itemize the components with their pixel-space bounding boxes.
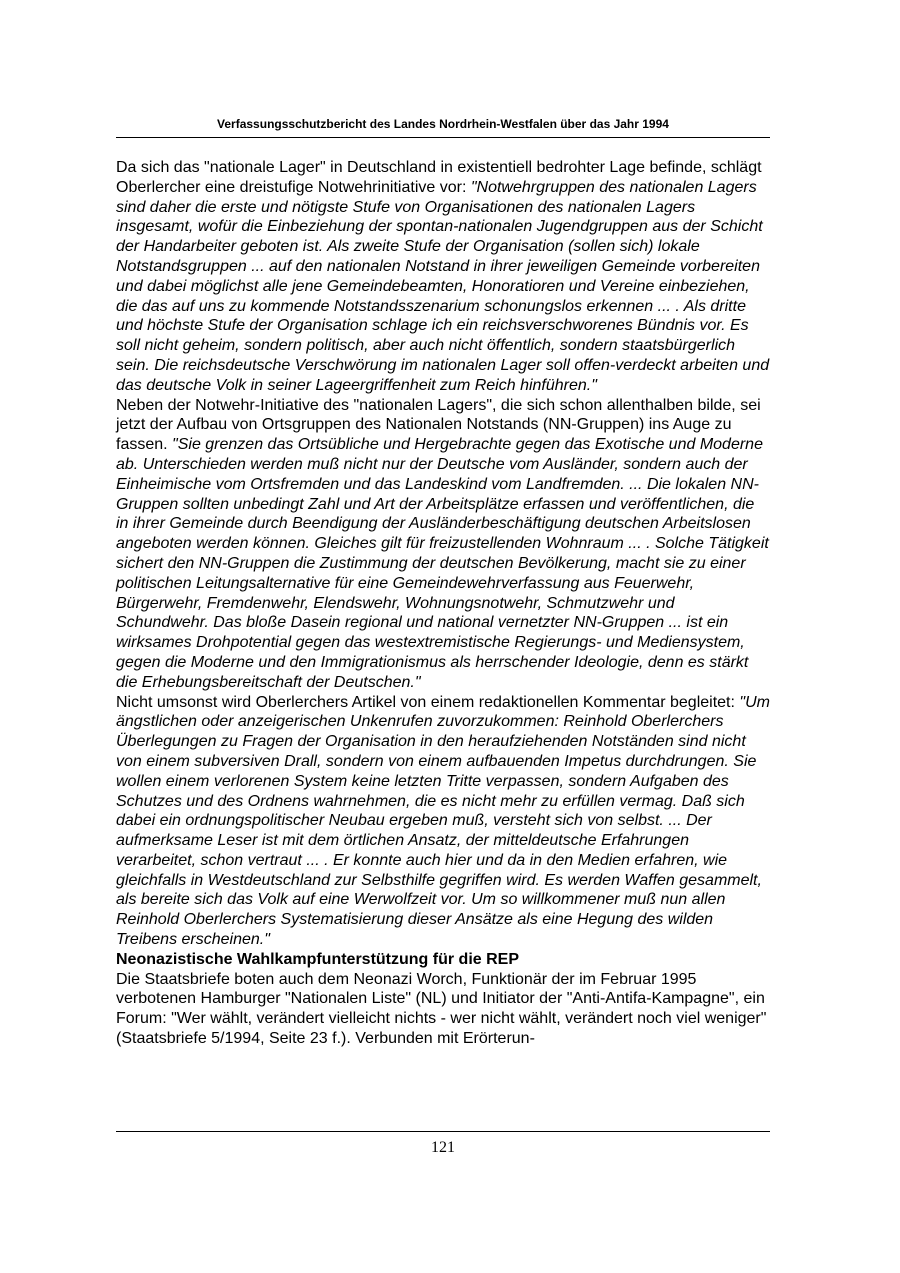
section-heading: Neonazistische Wahlkampfunterstützung für die REP bbox=[116, 950, 520, 968]
paragraph-text: Neben der Notwehr-Initiative des "nationalen Lagers", die sich schon allenthalben bilde, sei jetzt der Aufbau von Ortsgruppen des Nationalen Notstands (NN-Gruppen) ins Auge zu fassen. bbox=[116, 396, 761, 454]
paragraph bbox=[116, 396, 770, 693]
running-header: Verfassungsschutzbericht des Landes Nordrhein-Westfalen über das Jahr 1994 bbox=[217, 117, 669, 131]
paragraph-text: Da sich das "nationale Lager" in Deutschland in existentiell bedrohter Lage befinde, schlägt Oberlercher eine dreistufige Notwehrinitiative vor: bbox=[116, 159, 762, 196]
paragraph bbox=[116, 970, 770, 1049]
quotation: "Notwehrgruppen des nationalen Lagers sind daher die erste und nötigste Stufe von Organisationen des nationalen Lagers insgesamt, wofür die Einbeziehung der spontan-nationalen Jugendgruppen aus der Schicht der Handarbeiter geboten ist. Als zweite Stufe der Organisation (sollen sich) lokale Notstandsgruppen ... auf den nationalen Notstand in ihrer jeweiligen Gemeinde vorbereiten und dabei möglichst alle jene Gemeindebeamten, Honoratioren und Vereine einbeziehen, die das auf uns zu kommende Notstandsszenarium schonungslos erkennen ... . Als dritte und höchste Stufe der Organisation schlage ich ein reichsverschworenes Bündnis vor. Es soll nicht geheim, sondern politisch, aber auch nicht öffentlich, sondern staatsbürgerlich sein. Die reichsdeutsche Verschwörung im nationalen Lager soll offen-verdeckt arbeiten und das deutsche Volk in seiner Lageergriffenheit zum Reich hinführen." bbox=[116, 178, 770, 394]
footer-rule bbox=[116, 1131, 770, 1132]
body-text bbox=[116, 158, 770, 1049]
paragraph bbox=[116, 158, 770, 396]
quotation: "Um ängstlichen oder anzeigerischen Unkenrufen zuvorzukommen: Reinhold Oberlerchers Überlegungen zu Fragen der Organisation in den heraufziehenden Notständen sind nicht von einem subversiven Drall, sondern von einem aufbauenden Impetus durchdrungen. Sie wollen einem verlorenen System keine letzten Tritte verpassen, sondern Aufgaben des Schutzes und des Ordnens wahrnehmen, die es nicht mehr zu erfüllen vermag. Daß sich dabei ein ordnungspolitischer Neubau ergeben muß, versteht sich von selbst. ... Der aufmerksame Leser ist mit dem örtlichen Ansatz, der mitteldeutsche Erfahrungen verarbeitet, schon vertraut ... . Er konnte auch hier und da in den Medien erfahren, wie gleichfalls in Westdeutschland zur Selbsthilfe gegriffen wird. Es werden Waffen gesammelt, als bereite sich das Volk auf eine Werwolfzeit vor. Um so willkommener muß nun allen Reinhold Oberlerchers Systematisierung dieser Ansätze als eine Hegung des wilden Treibens erscheinen." bbox=[116, 693, 770, 949]
paragraph-text: Nicht umsonst wird Oberlerchers Artikel von einem redaktionellen Kommentar begleitet: bbox=[116, 693, 740, 711]
page-number: 121 bbox=[431, 1139, 455, 1156]
quotation: "Sie grenzen das Ortsübliche und Hergebrachte gegen das Exotische und Moderne ab. Unterschieden werden muß nicht nur der Deutsche vom Ausländer, sondern auch der Einheimische vom Ortsfremden und das Landeskind vom Landfremden. ... Die lokalen NN-Gruppen sollten unbedingt Zahl und Art der Arbeitsplätze erfassen und veröffentlichen, die in ihrer Gemeinde durch Beendigung der Ausländerbeschäftigung deutschen Arbeitslosen angeboten werden können. Gleiches gilt für freizustellenden Wohnraum ... . Solche Tätigkeit sichert den NN-Gruppen die Zustimmung der deutschen Bevölkerung, macht sie zu einer politischen Leitungsalternative für eine Gemeindewehrverfassung aus Feuerwehr, Bürgerwehr, Fremdenwehr, Elendswehr, Wohnungsnotwehr, Schmutzwehr und Schundwehr. Das bloße Dasein regional und national vernetzter NN-Gruppen ... ist ein wirksames Drohpotential gegen das westextremistische Regierungs- und Mediensystem, gegen die Moderne und den Immigrationismus als herrschender Ideologie, denn es stärkt die Erhebungsbereitschaft der Deutschen." bbox=[116, 436, 769, 691]
paragraph-text: Die Staatsbriefe boten auch dem Neonazi Worch, Funktionär der im Februar 1995 verbotenen Hamburger "Nationalen Liste" (NL) und Initiator der "Anti-Antifa-Kampagne", ein Forum: "Wer wählt, verändert vielleicht nichts - wer nicht wählt, verändert noch viel weniger" (Staatsbriefe 5/1994, Seite 23 f.). Verbunden mit Erörterun- bbox=[116, 970, 767, 1048]
header-rule bbox=[116, 137, 770, 138]
paragraph bbox=[116, 693, 770, 950]
